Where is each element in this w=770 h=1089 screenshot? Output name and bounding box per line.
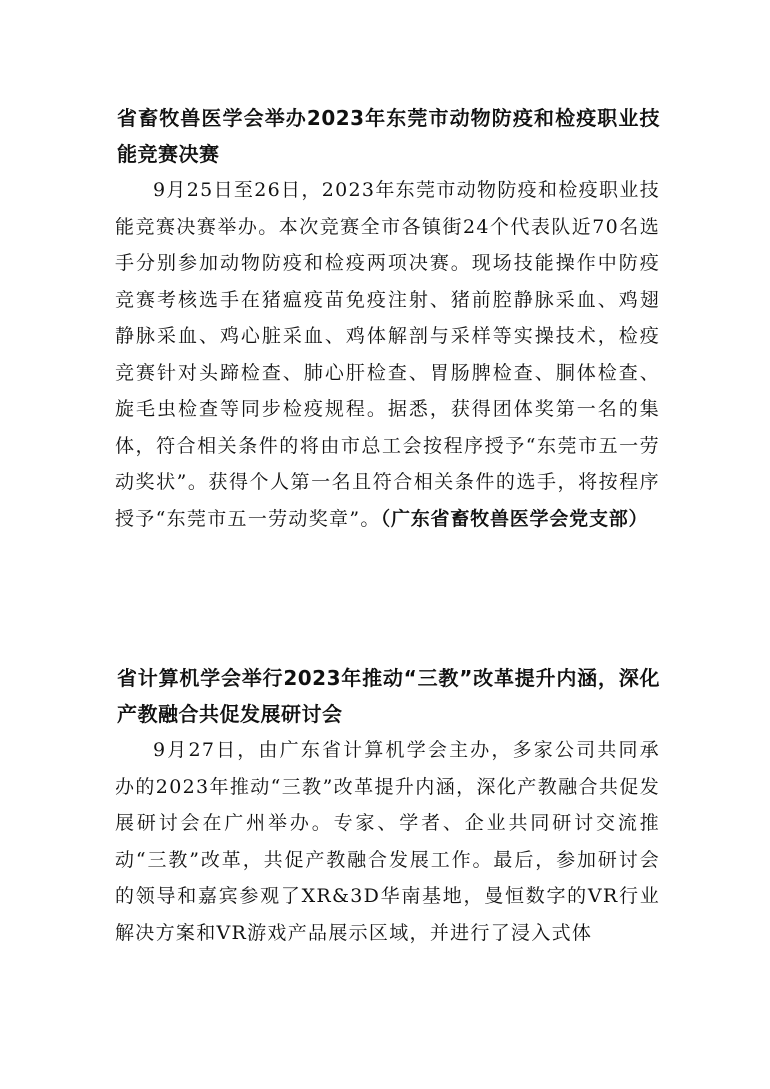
- news-article: [115, 660, 660, 951]
- article-body: [115, 172, 660, 537]
- article-title: 省计算机学会举行2023年推动“三教”改革提升内涵，深化产教融合共促发展研讨会: [117, 666, 660, 726]
- article-body-text: 9月25日至26日，2023年东莞市动物防疫和检疫职业技能竞赛决赛举办。本次竞赛全市各镇街24个代表队近70名选手分别参加动物防疫和检疫两项决赛。现场技能操作中防疫竞赛考核选手在猪瘟疫苗免疫注射、猪前腔静脉采血、鸡翅静脉采血、鸡心脏采血、鸡体解剖与采样等实操技术，检疫竞赛针对头蹄检查、肺心肝检查、胃肠脾检查、胴体检查、旋毛虫检查等同步检疫规程。据悉，获得团体奖第一名的集体，符合相关条件的将由市总工会按程序授予“东莞市五一劳动奖状”。获得个人第一名且符合相关条件的选手，将按程序授予“东莞市五一劳动奖章”。: [115, 179, 660, 530]
- article-body-text: 9月27日，由广东省计算机学会主办，多家公司共同承办的2023年推动“三教”改革提升内涵，深化产教融合共促发展研讨会在广州举办。专家、学者、企业共同研讨交流推动“三教”改革，共促产教融合发展工作。最后，参加研讨会的领导和嘉宾参观了XR&3D华南基地，曼恒数字的VR行业解决方案和VR游戏产品展示区域，并进行了浸入式体: [115, 739, 660, 944]
- article-title: 省畜牧兽医学会举办2023年东莞市动物防疫和检疫职业技能竞赛决赛: [117, 106, 660, 166]
- article-source: （广东省畜牧兽医学会党支部）: [380, 507, 649, 530]
- news-article: [115, 100, 660, 537]
- article-body: [115, 732, 660, 951]
